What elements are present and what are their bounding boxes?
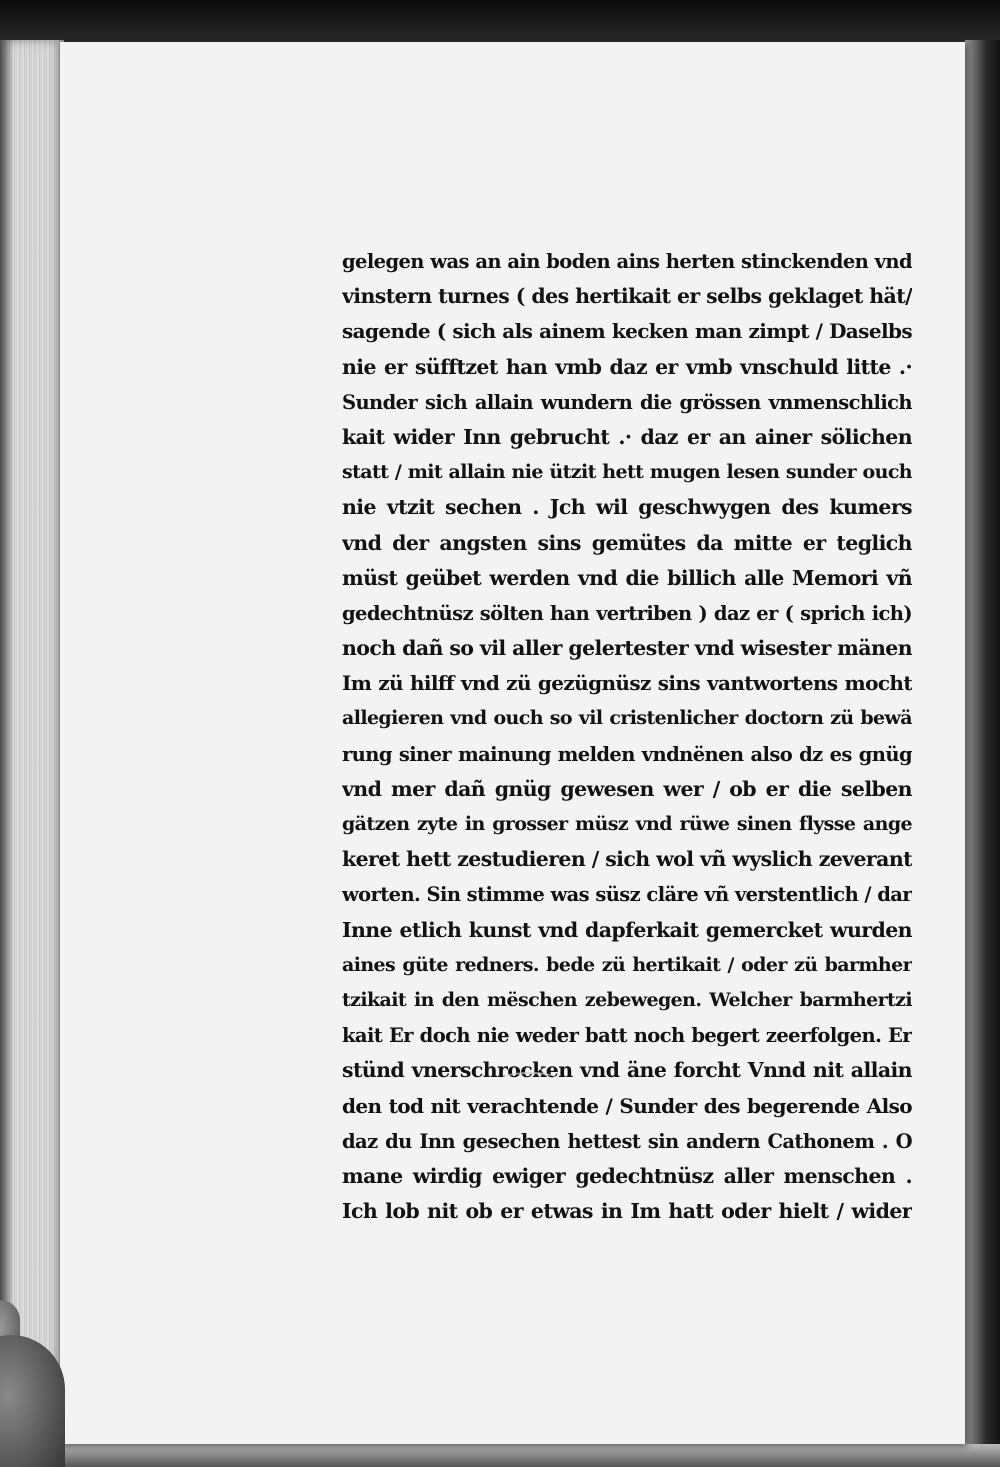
text-line: statt / mit allain nie ützit hett mugen lesen sunder ouch	[342, 461, 912, 484]
text-line: Ich lob nit ob er etwas in Im hatt oder hielt / wider	[342, 1199, 912, 1224]
binding-shadow	[0, 40, 14, 1467]
text-line: vnd der angsten sins gemütes da mitte er teglich	[342, 530, 912, 555]
text-line: noch dañ so vil aller gelertester vnd wisester mänen	[342, 636, 912, 661]
text-line: rung siner mainung melden vndnënen also dz es gnüg	[342, 742, 912, 766]
text-line: mane wirdig ewiger gedechtnüsz aller menschen .	[342, 1163, 912, 1188]
text-line: Sunder sich allain wundern die grössen vnmenschlich	[342, 390, 912, 414]
text-line: tzikait in den mëschen zebewegen. Welcher barmhertzi	[342, 988, 912, 1011]
text-line: aines güte redners. bede zü hertikait / oder zü barmher	[342, 953, 912, 976]
text-line: worten. Sin stimme was süsz cläre vñ verstentlich / dar	[342, 883, 912, 907]
text-line: gätzen zyte in grosser müsz vnd rüwe sinen flysse ange	[342, 813, 912, 835]
text-line: daz du Inn gesechen hettest sin andern Cathonem . O	[342, 1129, 912, 1153]
text-line: vinstern turnes ( des hertikait er selbs geklaget hät/	[342, 284, 912, 309]
text-line: den tod nit verachtende / Sunder des begerende Also	[342, 1093, 912, 1118]
text-line: gedechtnüsz sölten han vertriben ) daz er ( sprich ich)	[342, 601, 912, 625]
book-edge-right	[965, 40, 1000, 1467]
text-line: keret hett zestudieren / sich wol vñ wyslich zeverant	[342, 847, 912, 872]
text-line: sagende ( sich als ainem kecken man zimpt / Daselbs	[342, 319, 912, 344]
text-line: gelegen was an ain boden ains herten stinckenden vnd	[342, 250, 912, 273]
text-line: vnd mer dañ gnüg gewesen wer / ob er die selben	[342, 776, 912, 801]
text-line: allegieren vnd ouch so vil cristenlicher doctorn zü bewä	[342, 707, 912, 730]
text-line: kait Er doch nie weder batt noch begert zeerfolgen. Er	[342, 1024, 912, 1048]
text-line: stünd vnerschrocken vnd äne forcht Vnnd nit allain	[342, 1058, 912, 1083]
text-line: nie vtzit sechen . Jch wil geschwygen des kumers	[342, 495, 912, 520]
text-line: Inne etlich kunst vnd dapferkait gemercket wurden	[342, 917, 912, 942]
text-line: müst geübet werden vnd die billich alle Memori vñ	[342, 565, 912, 590]
text-line: nie er süfftzet han vmb daz er vmb vnschuld litte .·	[342, 354, 912, 379]
text-line: Im zü hilff vnd zü gezügnüsz sins vantwortens mocht	[342, 671, 912, 696]
book-edge-bottom	[60, 1444, 1000, 1467]
ink-smudge	[500, 1072, 560, 1088]
text-block	[342, 244, 912, 1229]
text-line: kait wider Inn gebrucht .· daz er an ainer sölichen	[342, 424, 912, 449]
